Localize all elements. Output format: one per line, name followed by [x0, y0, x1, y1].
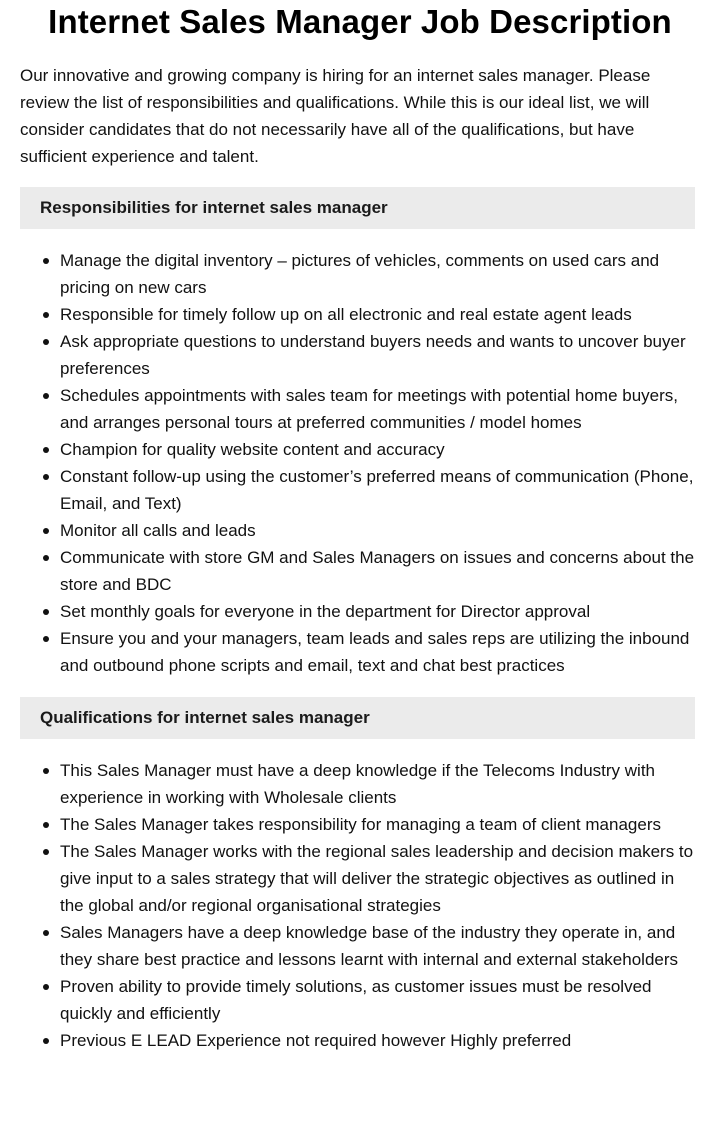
qualifications-heading: Qualifications for internet sales manager: [20, 697, 695, 739]
list-item: Proven ability to provide timely solutions, as customer issues must be resolved quickly and efficiently: [60, 973, 700, 1027]
list-item: Monitor all calls and leads: [60, 517, 700, 544]
list-item: Champion for quality website content and accuracy: [60, 436, 700, 463]
responsibilities-list: [20, 247, 700, 679]
list-item: Schedules appointments with sales team for meetings with potential home buyers, and arranges personal tours at preferred communities / model homes: [60, 382, 700, 436]
list-item: Set monthly goals for everyone in the department for Director approval: [60, 598, 700, 625]
list-item: Previous E LEAD Experience not required however Highly preferred: [60, 1027, 700, 1054]
list-item: This Sales Manager must have a deep knowledge if the Telecoms Industry with experience in working with Wholesale clients: [60, 757, 700, 811]
list-item: The Sales Manager takes responsibility for managing a team of client managers: [60, 811, 700, 838]
list-item: Sales Managers have a deep knowledge base of the industry they operate in, and they share best practice and lessons learnt with internal and external stakeholders: [60, 919, 700, 973]
list-item: Manage the digital inventory – pictures of vehicles, comments on used cars and pricing on new cars: [60, 247, 700, 301]
qualifications-list: [20, 757, 700, 1054]
list-item: Constant follow-up using the customer’s preferred means of communication (Phone, Email, and Text): [60, 463, 700, 517]
page-title: Internet Sales Manager Job Description: [48, 3, 672, 40]
list-item: Ensure you and your managers, team leads and sales reps are utilizing the inbound and outbound phone scripts and email, text and chat best practices: [60, 625, 700, 679]
list-item: Communicate with store GM and Sales Managers on issues and concerns about the store and BDC: [60, 544, 700, 598]
list-item: The Sales Manager works with the regional sales leadership and decision makers to give input to a sales strategy that will deliver the strategic objectives as outlined in the global and/or regional organisational strategies: [60, 838, 700, 919]
list-item: Responsible for timely follow up on all electronic and real estate agent leads: [60, 301, 700, 328]
list-item: Ask appropriate questions to understand buyers needs and wants to uncover buyer preferences: [60, 328, 700, 382]
intro-paragraph: Our innovative and growing company is hiring for an internet sales manager. Please review the list of responsibilities and qualifications. While this is our ideal list, we will consider candidates that do not necessarily have all of the qualifications, but have sufficient experience and talent.: [20, 66, 651, 166]
responsibilities-heading: Responsibilities for internet sales manager: [20, 187, 695, 229]
